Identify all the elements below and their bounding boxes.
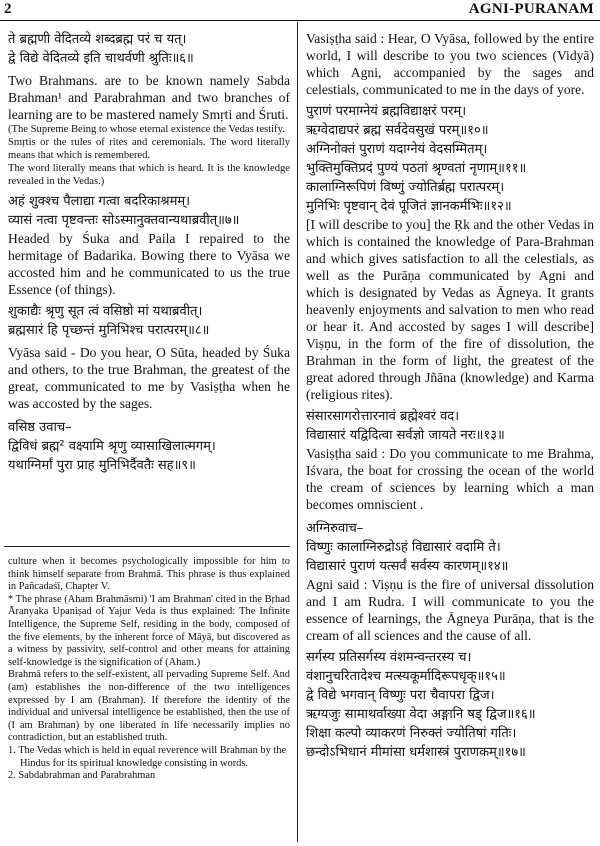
translation-paragraph: Headed by Śuka and Paila I repaired to the hermitage of Badarika. Bowing there to Vyāsa we accosted him and he communicated to us the true Essence (of things).	[8, 231, 290, 297]
verse-line: विद्यासारं यद्विदित्वा सर्वज्ञो जायते नरः॥१३॥	[306, 428, 505, 443]
footnote-rule	[4, 546, 290, 547]
running-header	[0, 0, 600, 21]
speaker-label: वसिष्ठ उवाच–	[8, 420, 72, 435]
verse-line: अहं शुक्श्च पैलाद्या गत्वा बदरिकाश्रमम्।	[8, 194, 191, 209]
right-column	[306, 30, 594, 842]
translation-paragraph: Two Brahmans. are to be known namely Sabda Brahman¹ and Parabrahman and two branches of learning are to be mastered namely Smṛti and Śruti.	[8, 73, 290, 122]
verse-line: ते ब्रह्मणी वेदितव्ये शब्दब्रह्म परं च यत्।	[8, 32, 187, 47]
verse-line: यथाग्निर्मां पुरा प्राह मुनिभिर्दैवतैः सह॥९॥	[8, 458, 196, 473]
footnote-continuation: culture when it becomes psychologically impossible for him to think himself separate from Brahmā. This phrase is thus explained in Pañcadaśī, Chapter V.	[8, 556, 290, 593]
verse-line: पुराणं परमाग्नेयं ब्रह्मविद्याक्षरं परम्।	[306, 104, 467, 119]
translation-paragraph: [I will describe to you] the Ṛk and the other Vedas in which is contained the knowledge of Para-Brahman and which gives satisfaction to all the celestials, as well as the Purāṇa communicated by Agni and which is designated by Vedas as Āgneya. It grants heavenly enjoyments and salvation to men who read or hear it. And accosted by sages I will describe] Viṣṇu, in the form of the fire of dissolution, the Brahman in the form of light, the greatest of the great adored through Jñāna (knowledge) and Karma (religious rites).	[306, 217, 594, 402]
verse-line: व्यासं नत्वा पृष्टवन्तः सोऽस्मानुक्तवान्यथाब्रवीत्॥७॥	[8, 213, 240, 228]
translation-paragraph: Vasiṣṭha said : Hear, O Vyāsa, followed by the entire world, I will describe to you two sciences (Vidyā) which Agni, accompanied by the sages and celestials, communicated to me in the days of yore.	[306, 31, 594, 97]
translation-paragraph: Vyāsa said - Do you hear, O Sūta, headed by Śuka and others, to the true Brahman, the greatest of the great, communicated to me by Vasiṣṭha when he was accosted by the sages.	[8, 345, 290, 411]
footnote-paragraph: Brahmā refers to the self-existent, all pervading Supreme Self. And (am) establishes the non-difference of the two intelligences expressed by I am (Brahman). If therefore the identity of the individual and universal intelligence be established, then the use of (I am Brahman) by one liberated in life necessarily implies no contradiction, but an established truth.	[8, 669, 290, 744]
footnote-1: 1. The Vedas which is held in equal reverence will Brahman by the Hindus for its spiritual knowledge consisting in words.	[8, 744, 287, 769]
verse-line: शिक्षा कल्पो व्याकरणं निरुक्तं ज्योतिषां गतिः।	[306, 726, 517, 741]
verse-line: कालाग्निरूपिणं विष्णुं ज्योतिर्ब्रह्म परात्परम्।	[306, 180, 505, 195]
verse-line: छन्दोऽभिधानं मीमांसा धर्मशास्त्रं पुराणकम्॥१७॥	[306, 745, 526, 760]
footnote-star: * The phrase (Aham Brahmāsmi) 'I am Brahman' cited in the Bṛhad Āranyaka Upaniṣad of Yajur Veda is thus explained: The Infinite Intelligence, the Supreme Self, residing in the body, composed of the five elements, by the inherent force of Māyā, but discovered as a witness by passivity, self-control and other means for attaining self-knowledge is the signification of (Aham.)	[8, 593, 290, 668]
verse-line: अग्निनोक्तं पुराणं यदाग्नेयं वेदसम्मितम्।	[306, 142, 488, 157]
verse-line: ऋग्यजुः सामाथर्वाख्या वेदा अङ्गानि षड् द्विज॥१६॥	[306, 707, 536, 722]
verse-line: द्वे विद्ये भगवान् विष्णुः परा चैवापरा द्विज।	[306, 688, 495, 703]
left-column	[8, 30, 290, 540]
verse-line: संसारसागरोत्तारनावं ब्रह्मेश्वरं वद।	[306, 409, 460, 424]
page-number: 2	[4, 1, 12, 17]
footnote-2: 2. Sabdabrahman and Parabrahman	[8, 770, 156, 782]
verse-line: द्विविधं ब्रह्म² वक्ष्यामि श्रृणु व्यासाखिलात्मगम्।	[8, 439, 216, 454]
verse-line: मुनिभिः पृष्टवान् देवं पूजितं ज्ञानकर्मभिः॥१२॥	[306, 199, 512, 214]
verse-line: विष्णुः कालाग्निरुद्रोऽहं विद्यासारं वदामि ते।	[306, 540, 501, 555]
verse-line: विद्यासारं पुराणं यत्सर्वं सर्वस्य कारणम्॥१४॥	[306, 559, 509, 574]
translation-paragraph: Agni said : Viṣṇu is the fire of universal dissolution and I am Rudra. I will communicate to you the essence of learnings, the Āgneya Purāṇa, that is the cream of all sciences and the cause of all.	[306, 577, 594, 643]
translation-paragraph: Vasiṣṭha said : Do you communicate to me Brahma, Iśvara, the boat for crossing the ocean of the world the cream of sciences by learning which a man becomes omniscient .	[306, 446, 594, 512]
verse-line: द्वे विद्ये वेदितव्ये इति चाथर्वणी श्रुतिः॥६॥	[8, 51, 194, 66]
footnotes	[8, 556, 290, 844]
explanatory-note: The word literally means that which is heard. It is the knowledge revealed in the Vedas.)	[8, 163, 290, 187]
verse-line: भुक्तिमुक्तिप्रदं पुण्यं पठतां श्रृण्वतां नृणाम्॥११॥	[306, 161, 527, 176]
verse-line: वंशानुचरितादेश्च मत्स्यकूर्मादिरूपधृक्॥१५॥	[306, 669, 506, 684]
running-title: AGNI-PURANAM	[468, 1, 594, 17]
column-divider	[297, 22, 298, 842]
verse-line: सर्गस्य प्रतिसर्गस्य वंशमन्वन्तरस्य च।	[306, 650, 472, 665]
explanatory-note: Smṛtis or the rules of rites and ceremonials. The word literally means that which is remembered.	[8, 137, 290, 161]
speaker-label: अग्निरुवाच–	[306, 521, 364, 536]
verse-line: ब्रह्मसारं हि पृच्छन्तं मुनिभिश्च परात्परम्॥८॥	[8, 323, 210, 338]
verse-line: ऋग्वेदाद्यपरं ब्रह्म सर्वदेवसुखं परम्॥१०॥	[306, 123, 489, 138]
explanatory-note: (The Supreme Being to whose eternal existence the Vedas testify.	[8, 124, 285, 135]
verse-line: शुकाद्यैः श्रृणु सूत त्वं वसिष्ठो मां यथाब्रवीत्।	[8, 304, 203, 319]
